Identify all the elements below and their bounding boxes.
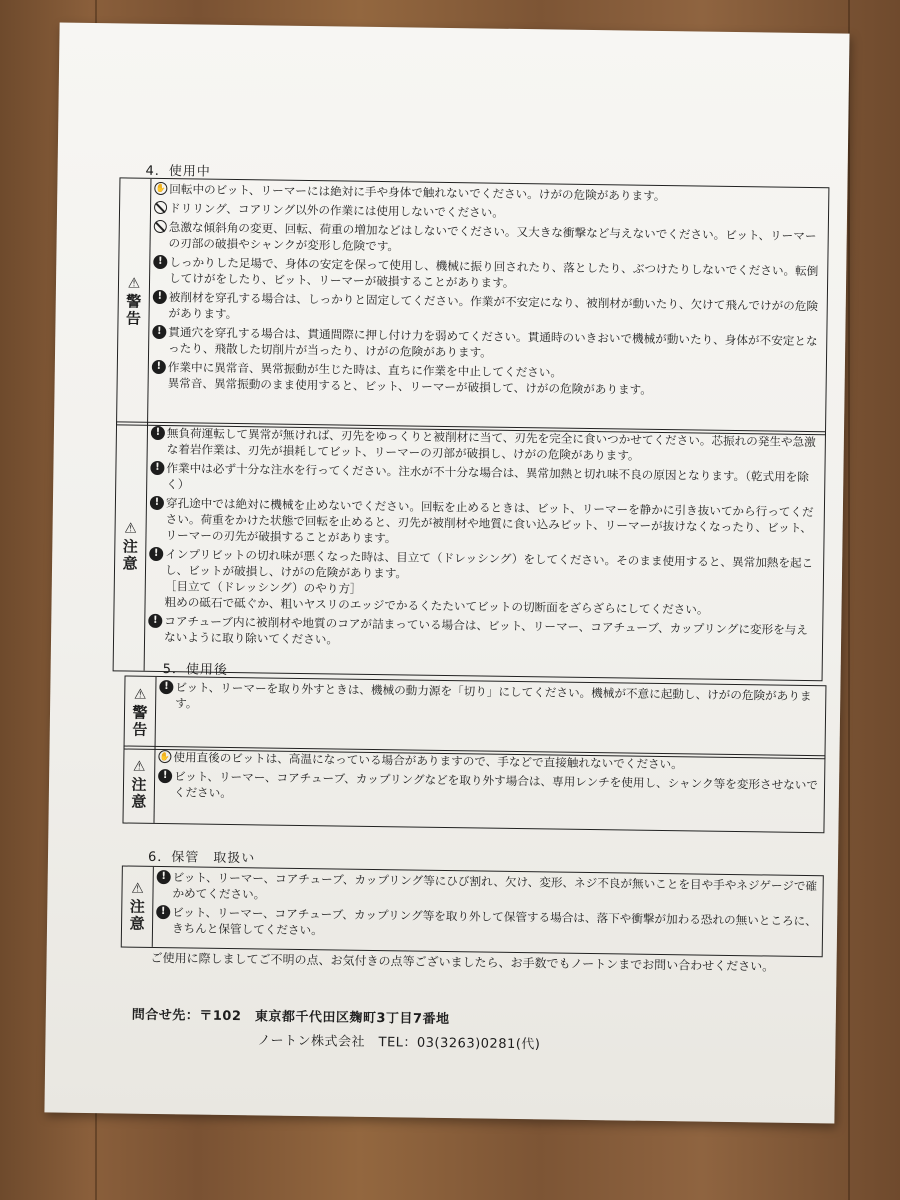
mandatory-icon: ! bbox=[150, 461, 164, 475]
warning-triangle-icon: ⚠ bbox=[124, 520, 137, 537]
contact-company: ノートン株式会社 TEL：03(3263)0281(代) bbox=[257, 1033, 541, 1053]
section-title-after-use: 5．使用後 bbox=[162, 662, 229, 678]
list-item: ! ビット、リーマー、コアチューブ、カップリングなどを取り外す場合は、専用レンチを使用し、シャンク等を変形させないでください。 bbox=[158, 768, 820, 809]
warning-items bbox=[148, 179, 828, 434]
caution-items bbox=[154, 747, 824, 832]
list-item: ドリリング、コアリング以外の作業には使用しないでください。 bbox=[154, 200, 824, 225]
caution-box-after-use bbox=[122, 746, 825, 834]
list-item: ! ビット、リーマーを取り外すときは、機械の動力源を「切り」にしてください。機械が不意に起動し、けがの危険があります。 bbox=[159, 679, 821, 720]
list-item: ! 作業中は必ず十分な注水を行ってください。注水が不十分な場合は、異常加熱と切れ味不良の原因となります。（乾式用を除く） bbox=[150, 460, 820, 501]
list-item: ! 作業中に異常音、異常振動が生じた時は、直ちに作業を中止してください。 異常音、異常振動のまま使用すると、ビット、リーマーが破損して、けがの危険があります。 bbox=[152, 359, 822, 400]
list-item: ✋ 回転中のビット、リーマーには絶対に手や身体で触れないでください。けがの危険があります。 bbox=[155, 182, 666, 204]
section-title-in-use: 4．使用中 bbox=[145, 163, 211, 180]
contact-address: 問合せ先：〒102 東京都千代田区麹町3丁目7番地 bbox=[131, 1007, 450, 1028]
list-item: ! ビット、リーマー、コアチューブ、カップリング等にひび割れ、欠け、変形、ネジ不良が無いことを目や手やネジゲージで確かめてください。 bbox=[156, 869, 818, 910]
caution-box-in-use bbox=[113, 421, 826, 681]
mandatory-icon: ! bbox=[158, 769, 172, 783]
warning-triangle-icon: ⚠ bbox=[133, 686, 147, 703]
list-item: ✋ 使用直後のビットは、高温になっている場合がありますので、手などで直接触れないでください。 bbox=[159, 750, 683, 772]
warning-triangle-icon: ⚠ bbox=[132, 758, 146, 775]
warning-triangle-icon: ⚠ bbox=[127, 275, 141, 292]
warning-box-in-use bbox=[116, 177, 829, 435]
list-item: ! 穿孔途中では絶対に機械を止めないでください。回転を止めるときは、ビット、リーマーを静かに引き抜いてから行ってください。荷重をかけた状態で回転を止めると、刃先が被削材や地質に食い込みビット、リーマーが抜けなくなったり、ビット、リーマーの刃先が破損することがあります。 bbox=[149, 495, 820, 552]
mandatory-icon: ! bbox=[152, 360, 166, 374]
section-title-storage: 6．保管 取扱い bbox=[147, 849, 256, 867]
caution-side-label: ⚠ 注 意 bbox=[114, 422, 148, 670]
mandatory-icon: ! bbox=[152, 325, 166, 339]
wood-grain bbox=[848, 0, 850, 1200]
prohibited-icon bbox=[154, 220, 167, 233]
list-item: ! しっかりした足場で、身体の安定を保って使用し、機械に振り回されたり、落としたり、ぶつけたりしないでください。転倒してけがをしたり、ビット、リーマーが破損することがあります。 bbox=[153, 254, 823, 295]
mandatory-icon: ! bbox=[157, 870, 171, 884]
no-touch-icon: ✋ bbox=[154, 182, 167, 195]
warning-side-label: ⚠ 警 告 bbox=[117, 178, 151, 424]
instruction-sheet bbox=[44, 23, 849, 1124]
mandatory-icon: ! bbox=[159, 680, 173, 694]
list-item: ! ビット、リーマー、コアチューブ、カップリング等を取り外して保管する場合は、落下や衝撃が加わる恐れの無いところに、きちんと保管してください。 bbox=[156, 904, 818, 945]
list-item: ! 無負荷運転して異常が無ければ、刃先をゆっくりと被削材に当て、刃先を完全に食いつかせてください。芯振れの発生や急激な着岩作業は、刃先が損耗してビット、リーマーの刃部が破損し、けがの危険があります。 bbox=[151, 425, 821, 466]
mandatory-icon: ! bbox=[148, 614, 162, 628]
warning-side-label: ⚠ 警 告 bbox=[125, 677, 157, 749]
caution-items bbox=[145, 423, 825, 680]
warning-triangle-icon: ⚠ bbox=[131, 880, 144, 897]
caution-side-label: ⚠ 注 意 bbox=[123, 747, 155, 823]
mandatory-icon: ! bbox=[153, 255, 167, 269]
list-item: 急激な傾斜角の変更、回転、荷重の増加などはしないでください。又大きな衝撃など与えないでください。ビット、リーマーの刃部の破損やシャンクが変形し危険です。 bbox=[153, 219, 823, 260]
prohibited-icon bbox=[154, 201, 167, 214]
warning-items bbox=[156, 677, 826, 758]
caution-side-label: ⚠ 注 意 bbox=[122, 867, 154, 947]
list-item: ! コアチューブ内に被削材や地質のコアが詰まっている場合は、ビット、リーマー、コアチューブ、カップリングに変形を与えないように取り除いてください。 bbox=[148, 613, 818, 654]
mandatory-icon: ! bbox=[156, 905, 170, 919]
list-item: ! 被削材を穿孔する場合は、しっかりと固定してください。作業が不安定になり、被削材が動いたり、欠けて飛んでけがの危険があります。 bbox=[152, 289, 822, 330]
list-item: ! インプリビットの切れ味が悪くなった時は、目立て（ドレッシング）をしてください。そのまま使用すると、異常加熱を起こし、ビットが破損し、けがの危険があります。 ［目立て（ドレッシング）のやり方］ 粗めの砥石で砥ぐか、粗いヤスリのエッジでかるくたたいてビットの切断面をざらざらにしてください。 bbox=[148, 546, 819, 619]
caution-items bbox=[153, 867, 823, 956]
caution-box-storage bbox=[121, 865, 824, 957]
no-touch-icon: ✋ bbox=[158, 750, 171, 763]
mandatory-icon: ! bbox=[149, 547, 163, 561]
mandatory-icon: ! bbox=[151, 426, 165, 440]
inquiry-note: ご使用に際しましてご不明の点、お気付きの点等ございましたら、お手数でもノートンまでお問い合わせください。 bbox=[150, 950, 775, 974]
list-item: ! 貫通穴を穿孔する場合は、貫通間際に押し付け力を弱めてください。貫通時のいきおいで機械が動いたり、身体が不安定となったり、飛散した切削片が当ったり、けがの危険があります。 bbox=[152, 324, 822, 365]
mandatory-icon: ! bbox=[150, 496, 164, 510]
mandatory-icon: ! bbox=[153, 290, 167, 304]
